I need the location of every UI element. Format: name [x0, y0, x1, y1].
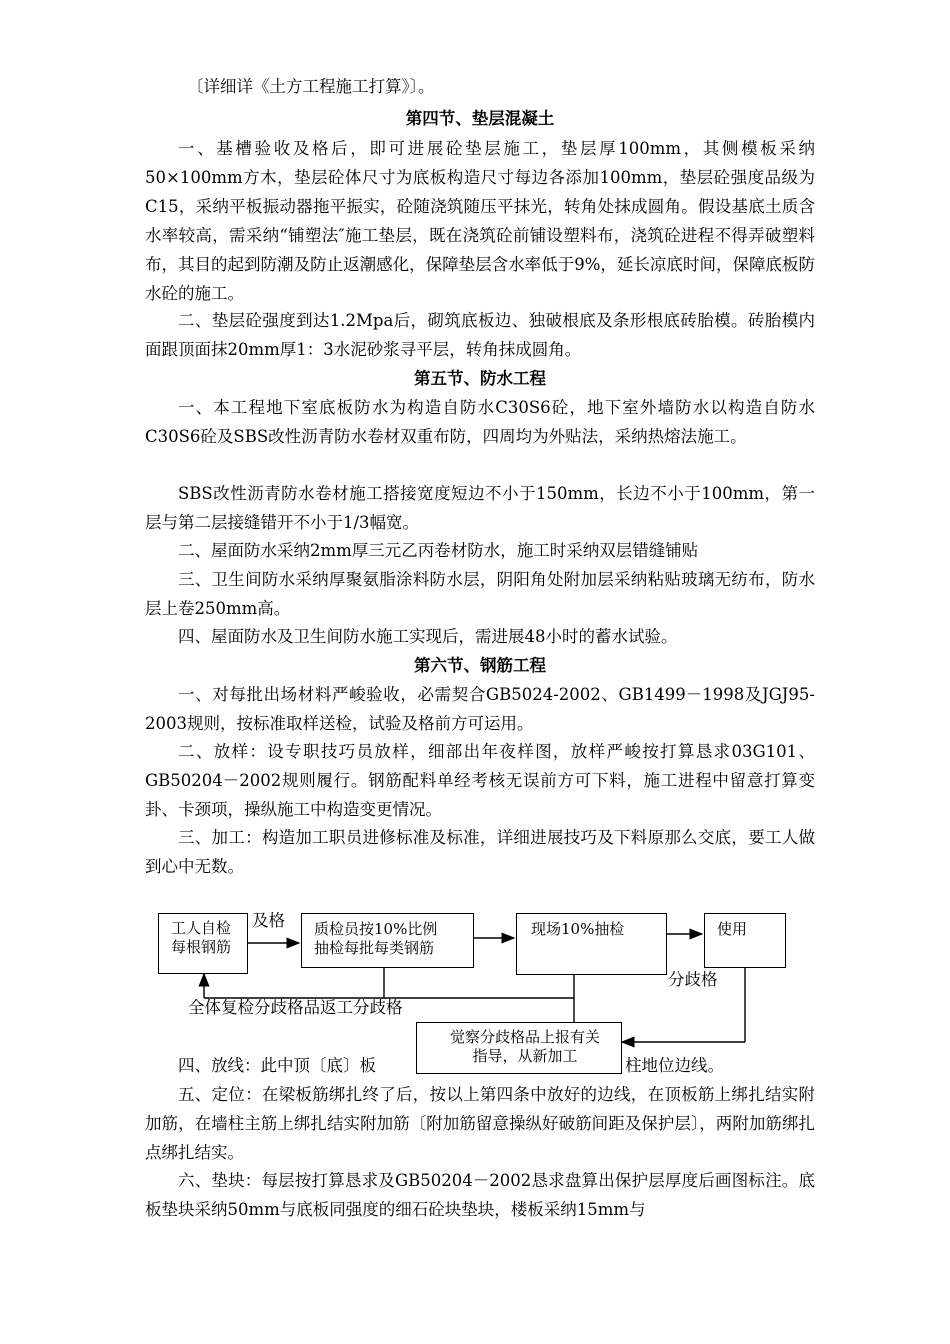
flow-label-return: 全体复检分歧格品返工分歧格 — [188, 998, 403, 1017]
paragraph-6-4-end: 柱地位边线。 — [625, 1056, 724, 1075]
section-heading-5: 第五节、防水工程 — [414, 369, 546, 388]
flow-box-inspector-line1: 质检员按10%比例 — [314, 920, 438, 938]
flow-box-use: 使用 — [704, 913, 786, 968]
paragraph-6-2: 二、放样：设专职技巧员放样，细部出年夜样图，放样严峻按打算恳求03G101、GB50204－2002规则履行。钢筋配料单经考核无误前方可下料，施工进程中留意打算变卦、卡颈项，操纵施工中构造变更情况。 — [145, 742, 815, 819]
flow-box-report-line2: 指导，从新加工 — [472, 1047, 578, 1065]
flow-label-fail: 分歧格 — [668, 970, 718, 989]
flow-box-inspector-line2: 抽检每批每类钢筋 — [314, 939, 435, 957]
section-heading-6: 第六节、钢筋工程 — [414, 656, 546, 675]
flow-box-self-check-line2: 每根钢筋 — [171, 938, 232, 956]
paragraph-5-4: 三、卫生间防水采纳厚聚氨脂涂料防水层，阴阳角处附加层采纳粘贴玻璃无纺布，防水层上卷250mm高。 — [145, 570, 815, 618]
flow-box-inspector-sampling — [301, 913, 474, 968]
flow-box-site-sampling: 现场10%抽检 — [516, 913, 667, 975]
paragraph-6-4-start: 四、放线：此中顶〔底〕板 — [178, 1056, 376, 1075]
paragraph-6-6: 六、垫块：每层按打算恳求及GB50204－2002恳求盘算出保护层厚度后画图标注。底板垫块采纳50mm与底板同强度的细石砼块垫块，楼板采纳15mm与 — [145, 1171, 815, 1219]
paragraph-5-3: 二、屋面防水采纳2mm厚三元乙丙卷材防水，施工时采纳双层错缝铺贴 — [178, 541, 699, 560]
paragraph-5-1: 一、本工程地下室底板防水为构造自防水C30S6砼，地下室外墙防水以构造自防水C30S6砼及SBS改性沥青防水卷材双重布防，四周均为外贴法，采纳热熔法施工。 — [145, 398, 815, 446]
flow-box-report-rework — [416, 1022, 622, 1074]
paragraph-reference: 〔详细详《土方工程施工打算》〕。 — [187, 77, 435, 96]
paragraph-5-2: SBS改性沥青防水卷材施工搭接宽度短边不小于150mm，长边不小于100mm，第一层与第二层接缝错开不小于1/3幅宽。 — [145, 484, 815, 532]
section-heading-4: 第四节、垫层混凝土 — [405, 109, 555, 128]
flow-box-self-check-line1: 工人自检 — [171, 919, 232, 937]
flow-label-pass: 及格 — [252, 911, 285, 930]
paragraph-6-5: 五、定位：在梁板筋绑扎终了后，按以上第四条中放好的边线，在顶板筋上绑扎结实附加筋，在墙柱主筋上绑扎结实附加筋〔附加筋留意操纵好破筋间距及保护层〕，两附加筋绑扎点绑扎结实。 — [145, 1085, 815, 1162]
paragraph-4-2: 二、垫层砼强度到达1.2Mpa后，砌筑底板边、独破根底及条形根底砖胎模。砖胎模内面跟顶面抹20mm厚1：3水泥砂浆寻平层，转角抹成圆角。 — [145, 311, 815, 359]
paragraph-6-3: 三、加工：构造加工职员进修标准及标准，详细进展技巧及下料原那么交底，要工人做到心中无数。 — [145, 828, 815, 876]
flow-box-report-line1: 觉察分歧格品上报有关 — [449, 1028, 600, 1046]
flow-box-self-check — [158, 913, 248, 974]
paragraph-4-1: 一、基槽验收及格后，即可进展砼垫层施工，垫层厚100mm，其侧模板采纳50×100mm方木，垫层砼体尺寸为底板构造尺寸每边各添加100mm，垫层砼强度品级为C15，采纳平板振动器拖平振实，砼随浇筑随压平抹光，转角处抹成圆角。假设基底土质含水率较高，需采纳“铺塑法″施工垫层，既在浇筑砼前铺设塑料布，浇筑砼进程不得弄破塑料布，其目的起到防潮及防止返潮感化，保障垫层含水率低于9%，延长凉底时间，保障底板防水砼的施工。 — [145, 139, 815, 303]
paragraph-6-1: 一、对每批出场材料严峻验收，必需契合GB5024-2002、GB1499－1998及JGJ95-2003规则，按标准取样送检，试验及格前方可运用。 — [145, 685, 815, 733]
paragraph-5-5: 四、屋面防水及卫生间防水施工实现后，需进展48小时的蓄水试验。 — [178, 627, 678, 646]
